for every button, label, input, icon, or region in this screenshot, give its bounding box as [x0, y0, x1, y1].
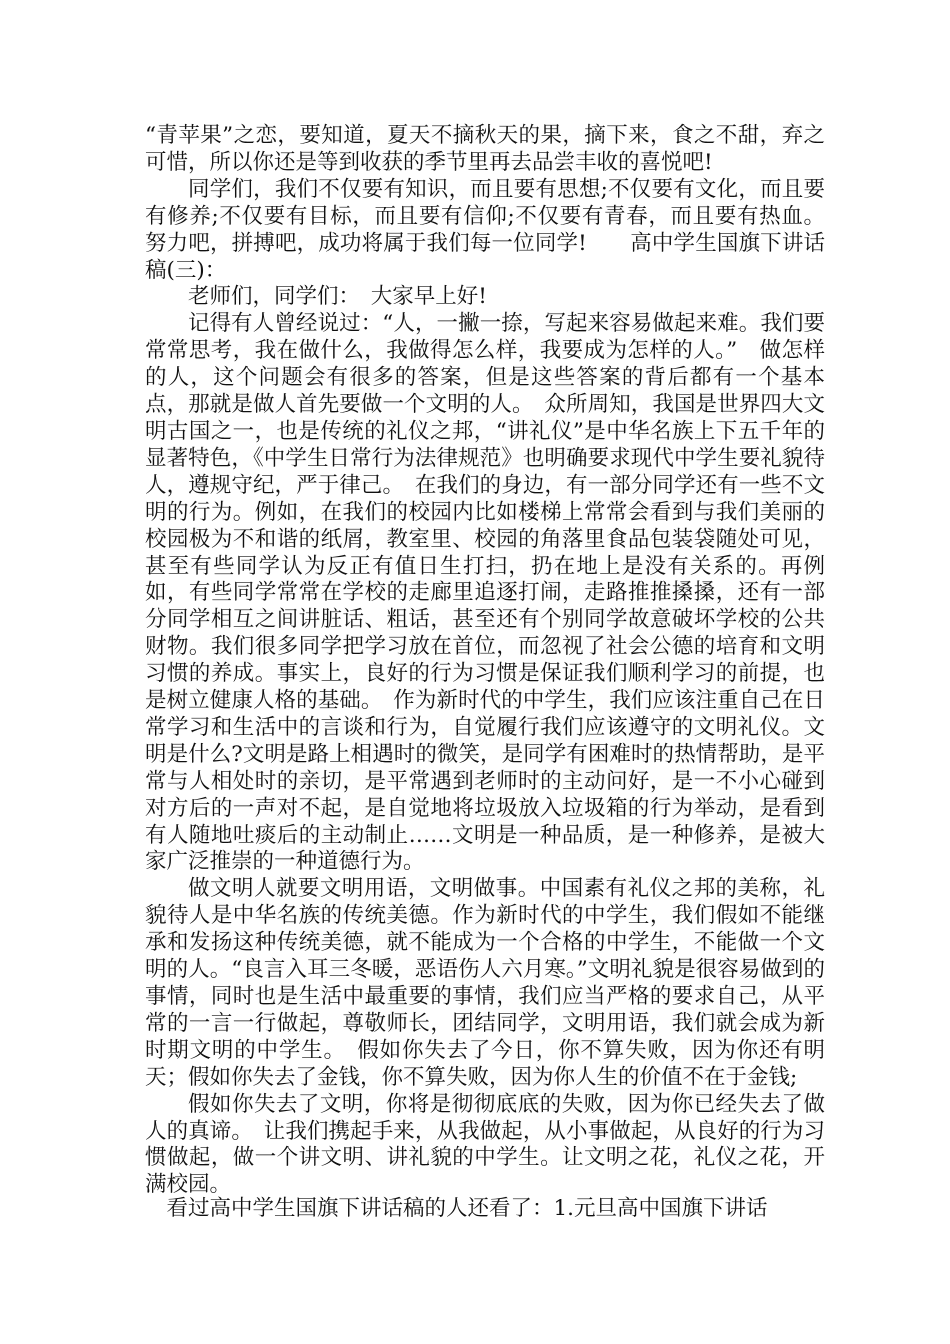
paragraph-2: 同学们，我们不仅要有知识，而且要有思想;不仅要有文化，而且要有修养;不仅要有目标，而且要有信仰;不仅要有青春，而且要有热血。努力吧，拼搏吧，成功将属于我们每一位同学! 高中学生国旗下讲话稿(三)： — [145, 176, 825, 283]
paragraph-6: 假如你失去了文明，你将是彻彻底底的失败，因为你已经失去了做人的真谛。 让我们携起手来，从我做起，从小事做起，从良好的行为习惯做起，做一个讲文明、讲礼貌的中学生。让文明之花，礼仪之花，开满校园。 — [145, 1091, 825, 1198]
paragraph-3: 老师们，同学们： 大家早上好! — [188, 284, 487, 310]
paragraph-1: “青苹果”之恋，要知道，夏天不摘秋天的果，摘下来，食之不甜，弃之可惜，所以你还是等到收获的季节里再去品尝丰收的喜悦吧! — [145, 123, 825, 175]
document-body — [145, 123, 825, 1199]
paragraph-5: 做文明人就要文明用语，文明做事。中国素有礼仪之邦的美称，礼貌待人是中华名族的传统美德。作为新时代的中学生，我们假如不能继承和发扬这种传统美德，就不能成为一个合格的中学生，不能做一个文明的人。“良言入耳三冬暖，恶语伤人六月寒。”文明礼貌是很容易做到的事情，同时也是生活中最重要的事情，我们应当严格的要求自己，从平常的一言一行做起，尊敬师长，团结同学，文明用语，我们就会成为新时期文明的中学生。 假如你失去了今日，你不算失败，因为你还有明天；假如你失去了金钱，你不算失败，因为你人生的价值不在于金钱; — [145, 876, 825, 1090]
related-reading-line: 看过高中学生国旗下讲话稿的人还看了：1.元旦高中国旗下讲话 — [166, 1196, 768, 1221]
paragraph-4: 记得有人曾经说过：“人，一撇一捺，写起来容易做起来难。我们要常常思考，我在做什么，我做得怎么样，我要成为怎样的人。” 做怎样的人，这个问题会有很多的答案，但是这些答案的背后都有一个基本点，那就是做人首先要做一个文明的人。 众所周知，我国是世界四大文明古国之一，也是传统的礼仪之邦，“讲礼仪”是中华名族上下五千年的显著特色，《中学生日常行为法律规范》也明确要求现代中学生要礼貌待人，遵规守纪，严于律己。 在我们的身边，有一部分同学还有一些不文明的行为。例如，在我们的校园内比如楼梯上常常会看到与我们美丽的校园极为不和谐的纸屑，教室里、校园的角落里食品包装袋随处可见，甚至有些同学认为反正有值日生打扫，扔在地上是没有关系的。再例如，有些同学常常在学校的走廊里追逐打闹，走路推推搡搡，还有一部分同学相互之间讲脏话、粗话，甚至还有个别同学故意破坏学校的公共财物。我们很多同学把学习放在首位，而忽视了社会公德的培育和文明习惯的养成。事实上，良好的行为习惯是保证我们顺利学习的前提，也是树立健康人格的基础。 作为新时代的中学生，我们应该注重自己在日常学习和生活中的言谈和行为，自觉履行我们应该遵守的文明礼仪。文明是什么?文明是路上相遇时的微笑，是同学有困难时的热情帮助，是平常与人相处时的亲切，是平常遇到老师时的主动问好，是一不小心碰到对方后的一声对不起，是自觉地将垃圾放入垃圾箱的行为举动，是看到有人随地吐痰后的主动制止……文明是一种品质，是一种修养，是被大家广泛推崇的一种道德行为。 — [145, 311, 825, 875]
